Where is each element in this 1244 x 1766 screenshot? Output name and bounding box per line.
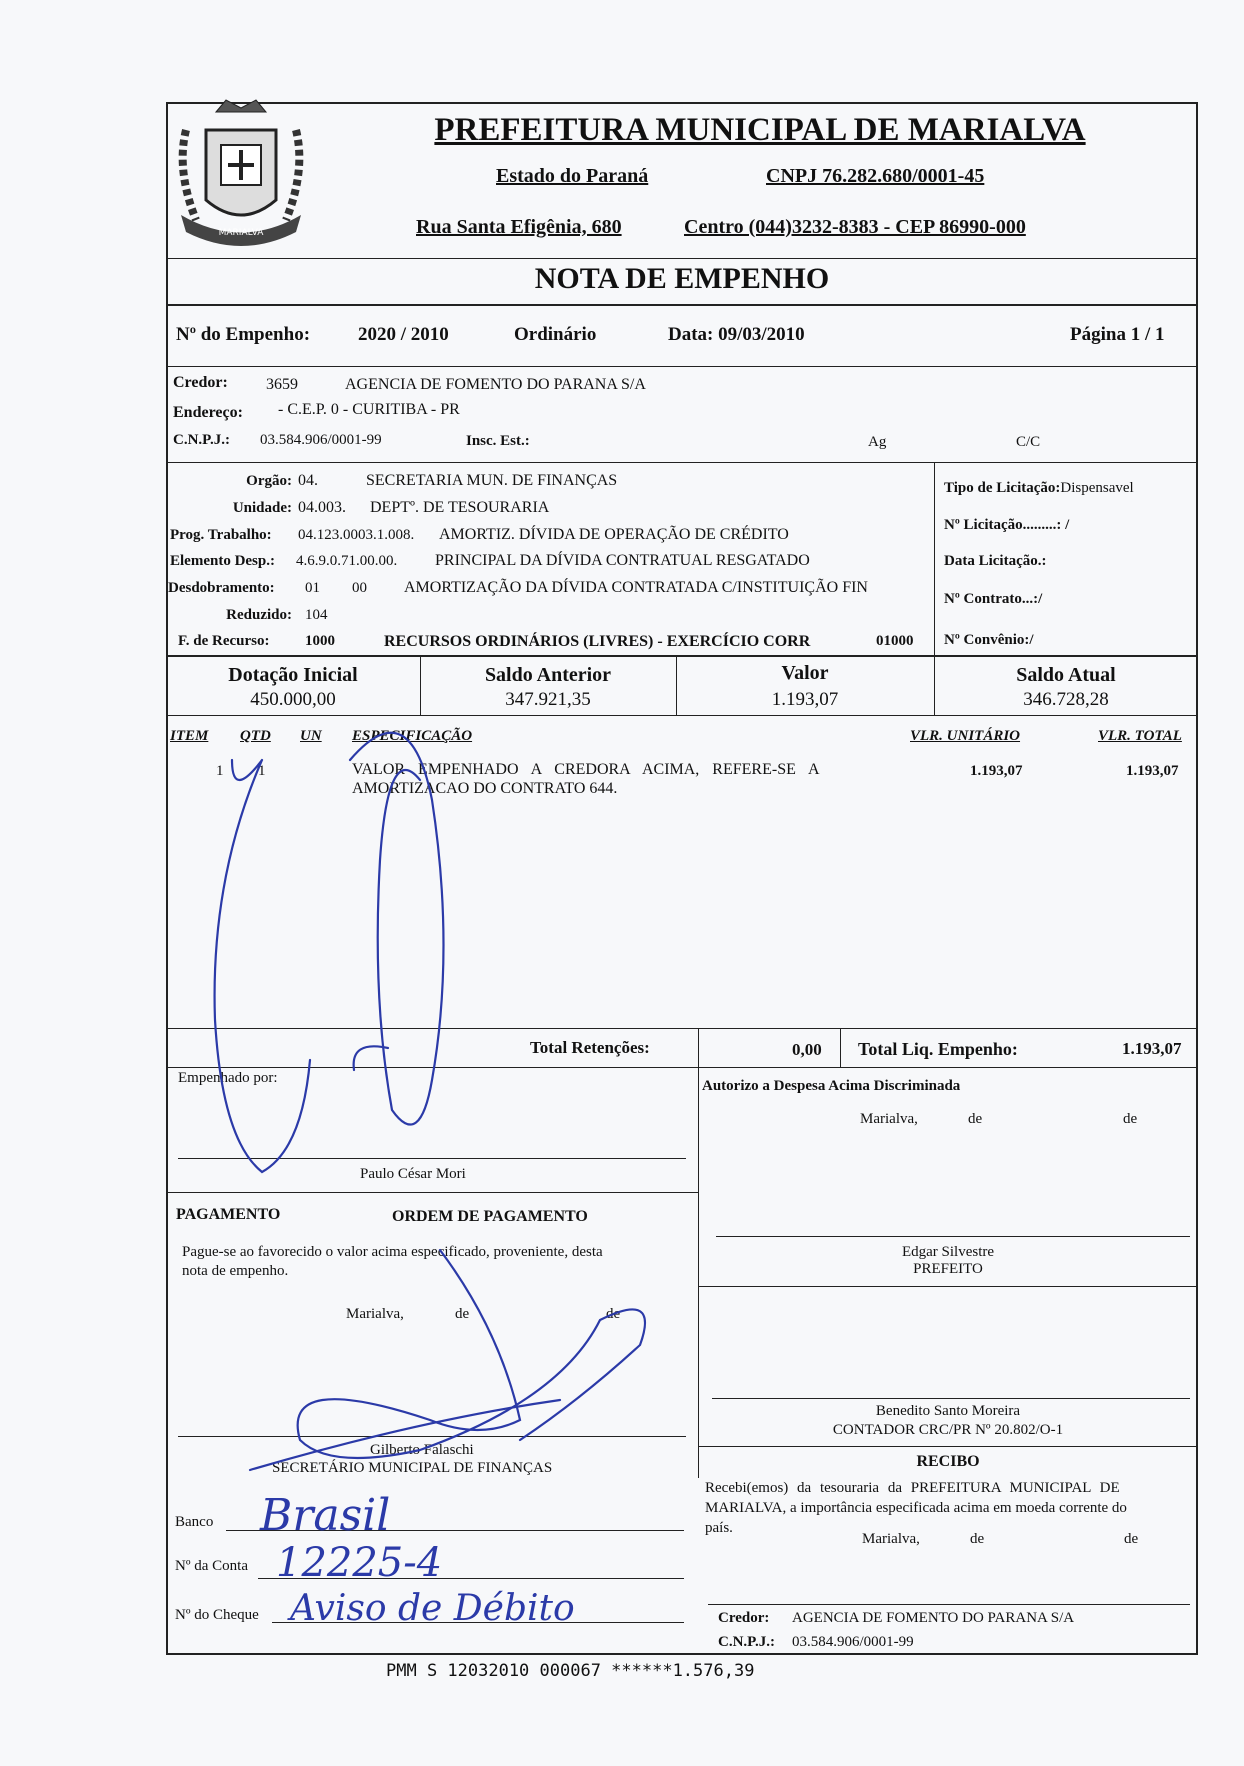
orgao-label: Orgão: — [246, 473, 292, 489]
prog-name: AMORTIZ. DÍVIDA DE OPERAÇÃO DE CRÉDITO — [439, 526, 789, 543]
handwritten-conta: 12225-4 — [276, 1540, 443, 1586]
contador-role: CONTADOR CRC/PR Nº 20.802/O-1 — [832, 1422, 1064, 1438]
item-unit-value: 1.193,07 — [970, 763, 1023, 779]
autorizo-label: Autorizo a Despesa Acima Discriminada — [702, 1078, 961, 1094]
valor-value: 1.193,07 — [771, 689, 839, 710]
col-un: UN — [300, 728, 322, 744]
recibo-cnpj: 03.584.906/0001-99 — [792, 1634, 914, 1650]
recibo-city: Marialva, — [862, 1531, 920, 1547]
footer-stamp: PMM S 12032010 000067 ******1.576,39 — [386, 1661, 755, 1681]
credor-cnpj: 03.584.906/0001-99 — [260, 432, 382, 448]
recibo-de2: de — [1124, 1531, 1139, 1547]
licitacao-numero: Nº Licitação.........: / — [944, 517, 1070, 533]
cnpj-text: CNPJ 76.282.680/0001-45 — [766, 165, 985, 187]
address-text: Rua Santa Efigênia, 680 — [416, 216, 622, 238]
svg-text:MARIALVA: MARIALVA — [218, 228, 264, 238]
prog-label: Prog. Trabalho: — [170, 527, 272, 543]
col-qtd: QTD — [240, 728, 271, 744]
col-item: ITEM — [170, 728, 209, 744]
empenho-date: Data: 09/03/2010 — [668, 324, 805, 345]
pagamento-text-line2: nota de empenho. — [182, 1263, 289, 1279]
liquido-label: Total Liq. Empenho: — [858, 1039, 1018, 1059]
desdobramento-label: Desdobramento: — [168, 580, 275, 596]
pagamento-text-line1: Pague-se ao favorecido o valor acima especificado, proveniente, desta — [182, 1244, 603, 1260]
recurso-code: 1000 — [305, 633, 335, 649]
reduzido-code: 104 — [305, 607, 328, 623]
retencoes-label: Total Retenções: — [530, 1038, 650, 1057]
empenhado-label: Empenhado por: — [178, 1070, 278, 1086]
recibo-line2: MARIALVA, a importância especificada acima em moeda corrente do — [705, 1500, 1127, 1516]
document-title: NOTA DE EMPENHO — [534, 262, 830, 295]
item-spec-line2: AMORTIZACAO DO CONTRATO 644. — [352, 780, 618, 797]
prefeito-role: PREFEITO — [913, 1261, 983, 1277]
handwritten-banco: Brasil — [260, 1490, 391, 1541]
district-phone-cep-text: Centro (044)3232-8383 - CEP 86990-000 — [684, 216, 1026, 238]
conta-label: Nº da Conta — [175, 1558, 248, 1574]
credor-name: AGENCIA DE FOMENTO DO PARANA S/A — [345, 376, 646, 393]
cc-label: C/C — [1016, 434, 1041, 450]
valor-label: Valor — [781, 662, 829, 684]
banco-label: Banco — [175, 1514, 214, 1530]
pagamento-city: Marialva, — [346, 1306, 404, 1322]
empenho-label: Nº do Empenho: — [176, 324, 311, 345]
secretario-name: Gilberto Falaschi — [370, 1442, 474, 1458]
desdobramento-code2: 00 — [352, 580, 367, 596]
credor-code: 3659 — [266, 376, 298, 393]
recurso-label: F. de Recurso: — [178, 633, 270, 649]
pagamento-label: PAGAMENTO — [176, 1206, 281, 1223]
desdobramento-name: AMORTIZAÇÃO DA DÍVIDA CONTRATADA C/INSTITUIÇÃO FIN — [404, 579, 868, 596]
unidade-name: DEPTº. DE TESOURARIA — [370, 499, 550, 516]
prefeito-name: Edgar Silvestre — [901, 1244, 995, 1260]
item-number: 1 — [216, 763, 224, 779]
recibo-credor-name: AGENCIA DE FOMENTO DO PARANA S/A — [792, 1610, 1075, 1626]
recibo-label: RECIBO — [916, 1453, 980, 1470]
orgao-code: 04. — [298, 472, 318, 489]
recibo-line3: país. — [705, 1520, 733, 1536]
dotacao-value: 450.000,00 — [250, 689, 336, 710]
coat-of-arms-icon — [166, 90, 316, 260]
liquido-value: 1.193,07 — [1122, 1039, 1182, 1058]
reduzido-label: Reduzido: — [226, 607, 292, 623]
state-text: Estado do Paraná — [496, 165, 649, 187]
pagamento-de2: de — [606, 1306, 621, 1322]
saldo-atual-label: Saldo Atual — [1016, 664, 1116, 686]
secretario-role: SECRETÁRIO MUNICIPAL DE FINANÇAS — [272, 1460, 553, 1476]
endereco-value: - C.E.P. 0 - CURITIBA - PR — [278, 401, 460, 418]
endereco-label: Endereço: — [173, 404, 243, 421]
licitacao-contrato: Nº Contrato...:/ — [944, 591, 1043, 607]
elemento-name: PRINCIPAL DA DÍVIDA CONTRATUAL RESGATADO — [435, 552, 810, 569]
autorizo-de2: de — [1123, 1111, 1138, 1127]
retencoes-value: 0,00 — [792, 1040, 822, 1059]
licitacao-data: Data Licitação.: — [944, 553, 1047, 569]
handwritten-cheque: Aviso de Débito — [290, 1588, 575, 1629]
page-title: PREFEITURA MUNICIPAL DE MARIALVA — [434, 112, 1086, 148]
credor-label: Credor: — [173, 374, 228, 391]
recibo-credor-label: Credor: — [718, 1610, 770, 1626]
recibo-line1: Recebi(emos) da tesouraria da PREFEITURA MUNICIPAL DE — [705, 1480, 1120, 1496]
page-number: Página 1 / 1 — [1070, 324, 1165, 345]
saldo-atual-value: 346.728,28 — [1023, 689, 1109, 710]
empenho-number: 2020 / 2010 — [358, 324, 449, 345]
ordem-pagamento-label: ORDEM DE PAGAMENTO — [392, 1208, 588, 1225]
orgao-name: SECRETARIA MUN. DE FINANÇAS — [366, 472, 618, 489]
desdobramento-code1: 01 — [305, 580, 320, 596]
empenhado-name: Paulo César Mori — [360, 1166, 466, 1182]
col-vlr-unitario: VLR. UNITÁRIO — [910, 728, 1021, 744]
recibo-de1: de — [970, 1531, 985, 1547]
elemento-code: 4.6.9.0.71.00.00. — [296, 553, 398, 569]
licitacao-tipo-label: Tipo de Licitação:Dispensavel — [944, 480, 1134, 496]
autorizo-de1: de — [968, 1111, 983, 1127]
recurso-name: RECURSOS ORDINÁRIOS (LIVRES) - EXERCÍCIO CORR — [384, 633, 811, 650]
elemento-label: Elemento Desp.: — [170, 553, 275, 569]
recurso-code2: 01000 — [876, 633, 914, 649]
insc-label: Insc. Est.: — [466, 433, 530, 449]
item-qtd: 1 — [258, 763, 266, 779]
item-spec-line1: VALOR EMPENHADO A CREDORA ACIMA, REFERE-SE A — [352, 761, 820, 778]
saldo-anterior-value: 347.921,35 — [505, 689, 591, 710]
autorizo-city: Marialva, — [860, 1111, 918, 1127]
saldo-anterior-label: Saldo Anterior — [484, 664, 612, 686]
licitacao-convenio: Nº Convênio:/ — [944, 632, 1034, 648]
contador-name: Benedito Santo Moreira — [875, 1403, 1021, 1419]
item-total-value: 1.193,07 — [1126, 763, 1179, 779]
unidade-label: Unidade: — [232, 500, 292, 516]
col-especificacao: ESPECIFICAÇÃO — [352, 728, 473, 744]
unidade-code: 04.003. — [298, 499, 346, 516]
empenho-type: Ordinário — [514, 324, 597, 345]
col-vlr-total: VLR. TOTAL — [1098, 728, 1182, 744]
prog-code: 04.123.0003.1.008. — [298, 527, 415, 543]
pagamento-de1: de — [455, 1306, 470, 1322]
recibo-cnpj-label: C.N.P.J.: — [718, 1634, 775, 1650]
cheque-label: Nº do Cheque — [175, 1607, 259, 1623]
cnpj-label: C.N.P.J.: — [173, 432, 230, 448]
ag-label: Ag — [868, 434, 887, 450]
dotacao-label: Dotação Inicial — [228, 664, 358, 686]
